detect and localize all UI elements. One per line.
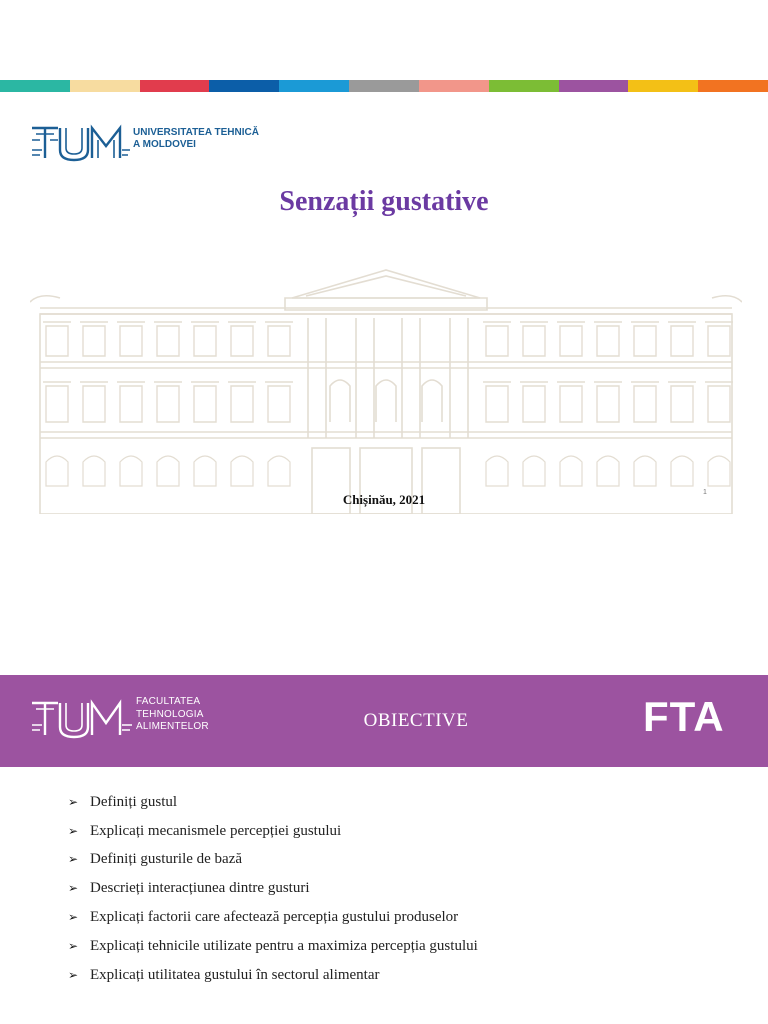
objectives-list <box>68 788 478 990</box>
arrowhead-bullet-icon: ➢ <box>68 910 79 925</box>
objective-item: ➢ Explicați tehnicile utilizate pentru a maximiza percepția gustului <box>68 937 478 954</box>
objective-item: ➢ Explicați utilitatea gustului în sectorul alimentar <box>68 966 380 983</box>
objective-item: ➢ Definiți gusturile de bază <box>68 851 243 868</box>
university-building-icon <box>30 262 742 514</box>
university-name: UNIVERSITATEA TEHNICĂ A MOLDOVEI <box>133 127 259 150</box>
arrowhead-bullet-icon: ➢ <box>68 794 79 809</box>
color-strip-segment <box>698 80 768 92</box>
section-title: OBIECTIVE <box>363 710 469 731</box>
faculty-mark: FTA <box>643 693 725 740</box>
place-and-year: Chișinău, 2021 <box>342 492 426 507</box>
arrowhead-bullet-icon: ➢ <box>68 823 79 838</box>
arrowhead-bullet-icon: ➢ <box>68 967 79 982</box>
slide-title: Senzații gustative <box>279 186 489 217</box>
arrowhead-bullet-icon: ➢ <box>68 938 79 953</box>
objective-item: ➢ Descrieți interacțiunea dintre gusturi <box>68 880 310 897</box>
objective-item: ➢ Explicați factorii care afectează percepția gustului produselor <box>68 909 459 926</box>
color-strip-segment <box>349 80 419 92</box>
color-strip-segment <box>0 80 70 92</box>
color-strip-segment <box>70 80 140 92</box>
objective-item: ➢ Explicați mecanismele percepției gustului <box>68 822 342 839</box>
utm-faculty-logo-icon <box>30 695 134 745</box>
objective-item: ➢ Definiți gustul <box>68 793 178 810</box>
slide-number: 1 <box>703 489 707 496</box>
color-strip-segment <box>489 80 559 92</box>
color-strip <box>0 80 768 92</box>
arrowhead-bullet-icon: ➢ <box>68 881 79 896</box>
color-strip-segment <box>419 80 489 92</box>
color-strip-segment <box>628 80 698 92</box>
color-strip-segment <box>209 80 279 92</box>
color-strip-segment <box>559 80 629 92</box>
color-strip-segment <box>140 80 210 92</box>
arrowhead-bullet-icon: ➢ <box>68 852 79 867</box>
color-strip-segment <box>279 80 349 92</box>
faculty-name: FACULTATEA TEHNOLOGIA ALIMENTELOR <box>136 696 209 732</box>
